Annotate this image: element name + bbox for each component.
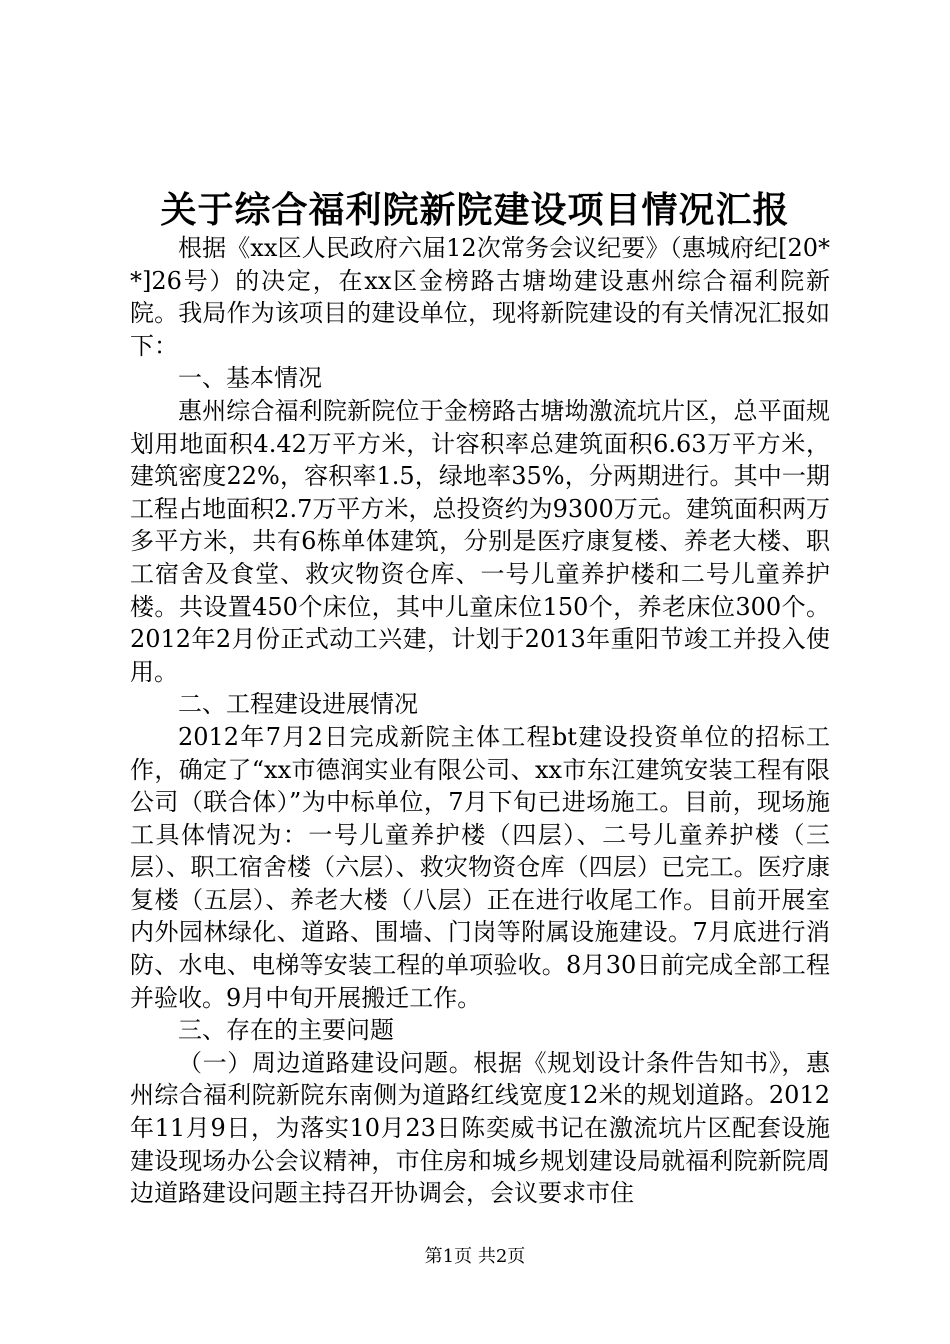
document-title: 关于综合福利院新院建设项目情况汇报 — [160, 189, 790, 231]
intro-paragraph: 根据《xx区人民政府六届12次常务会议纪要》（惠城府纪[20**]26号）的决定，在xx区金榜路古塘坳建设惠州综合福利院新院。我局作为该项目的建设单位，现将新院建设的有关情况汇报如下： — [130, 234, 830, 360]
problems-paragraph: （一）周边道路建设问题。根据《规划设计条件告知书》，惠州综合福利院新院东南侧为道路红线宽度12米的规划道路。2012年11月9日，为落实10月23日陈奕威书记在激流坑片区配套设施建设现场办公会议精神，市住房和城乡规划建设局就福利院新院周边道路建设问题主持召开协调会，会议要求市住 — [130, 1048, 830, 1208]
progress-paragraph: 2012年7月2日完成新院主体工程bt建设投资单位的招标工作，确定了“xx市德润实业有限公司、xx市东江建筑安装工程有限公司（联合体）”为中标单位，7月下旬已进场施工。目前，现场施工具体情况为：一号儿童养护楼（四层）、二号儿童养护楼（三层）、职工宿舍楼（六层）、救灾物资仓库（四层）已完工。医疗康复楼（五层）、养老大楼（八层）正在进行收尾工作。目前开展室内外园林绿化、道路、围墙、门岗等附属设施建设。7月底进行消防、水电、电梯等安装工程的单项验收。8月30日前完成全部工程并验收。9月中旬开展搬迁工作。 — [130, 722, 830, 1012]
basic-info-paragraph: 惠州综合福利院新院位于金榜路古塘坳激流坑片区，总平面规划用地面积4.42万平方米，计容积率总建筑面积6.63万平方米，建筑密度22%，容积率1.5，绿地率35%，分两期进行。其中一期工程占地面积2.7万平方米，总投资约为9300万元。建筑面积两万多平方米，共有6栋单体建筑，分别是医疗康复楼、养老大楼、职工宿舍及食堂、救灾物资仓库、一号儿童养护楼和二号儿童养护楼。共设置450个床位，其中儿童床位150个，养老床位300个。2012年2月份正式动工兴建，计划于2013年重阳节竣工并投入使用。 — [130, 396, 830, 686]
section-heading-problems: 三、存在的主要问题 — [178, 1016, 394, 1045]
document-body — [130, 232, 830, 1210]
section-heading-progress: 二、工程建设进展情况 — [178, 690, 418, 719]
page-footer: 第1页 共2页 — [424, 1246, 526, 1267]
section-heading-basic-info: 一、基本情况 — [178, 364, 322, 393]
